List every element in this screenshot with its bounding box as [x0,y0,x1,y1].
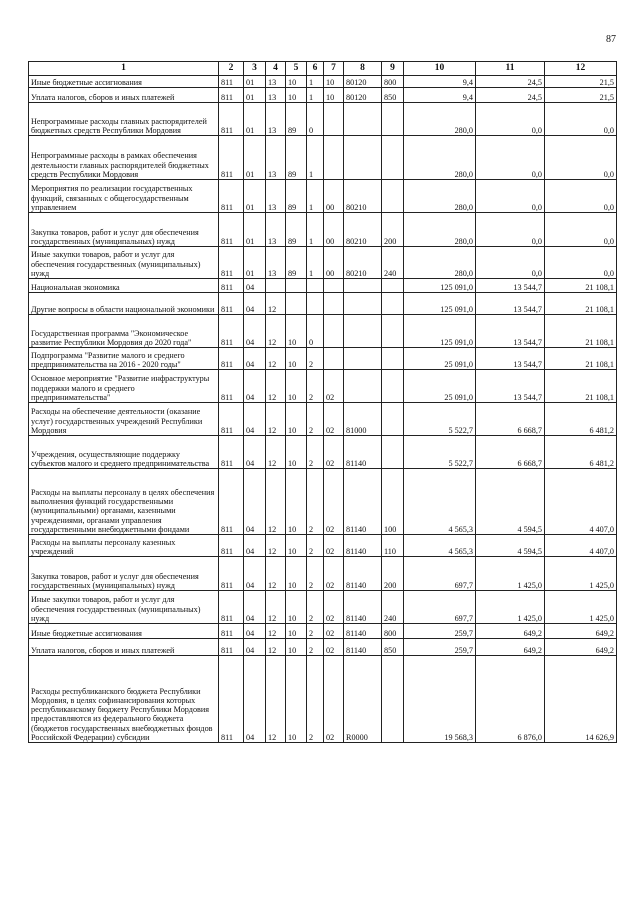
code-cell: 2 [307,436,324,469]
amount-cell: 1 425,0 [545,591,617,624]
amount-cell: 13 544,7 [476,348,545,370]
row-name: Иные бюджетные ассигнования [29,76,219,88]
code-cell: 12 [266,370,286,403]
code-cell [344,315,382,348]
code-cell: 13 [266,180,286,213]
amount-cell: 6 876,0 [476,656,545,743]
amount-cell: 649,2 [545,639,617,656]
code-cell: 80210 [344,180,382,213]
amount-cell: 125 091,0 [404,279,476,293]
code-cell: 01 [244,213,266,247]
amount-cell: 0,0 [476,213,545,247]
code-cell: 02 [324,624,344,639]
code-cell: 850 [382,639,404,656]
code-cell: 04 [244,624,266,639]
amount-cell: 0,0 [545,180,617,213]
code-cell: 811 [219,348,244,370]
amount-cell: 9,4 [404,76,476,88]
code-cell: 2 [307,370,324,403]
code-cell: 89 [286,180,307,213]
code-cell: 12 [266,293,286,315]
code-cell: 04 [244,293,266,315]
code-cell: R0000 [344,656,382,743]
row-name: Другие вопросы в области национальной экономики [29,293,219,315]
amount-cell: 21,5 [545,88,617,103]
code-cell: 811 [219,315,244,348]
code-cell: 811 [219,535,244,557]
code-cell: 81000 [344,403,382,436]
amount-cell: 4 565,3 [404,469,476,535]
code-cell: 01 [244,136,266,180]
code-cell: 01 [244,103,266,136]
code-cell: 13 [266,88,286,103]
code-cell: 02 [324,557,344,591]
code-cell: 811 [219,247,244,279]
code-cell [382,436,404,469]
code-cell: 811 [219,103,244,136]
code-cell: 1 [307,247,324,279]
code-cell: 0 [307,315,324,348]
code-cell: 04 [244,639,266,656]
code-cell: 12 [266,557,286,591]
amount-cell: 649,2 [476,624,545,639]
code-cell: 02 [324,639,344,656]
row-name: Непрограммные расходы главных распорядителей бюджетных средств Республики Мордовия [29,103,219,136]
amount-cell: 0,0 [545,213,617,247]
table-row [29,535,617,557]
table-row [29,403,617,436]
code-cell: 10 [286,315,307,348]
code-cell [324,348,344,370]
code-cell [286,279,307,293]
column-header-1: 1 [29,62,219,76]
code-cell: 2 [307,535,324,557]
code-cell: 2 [307,469,324,535]
code-cell: 200 [382,213,404,247]
table-row [29,180,617,213]
amount-cell: 280,0 [404,136,476,180]
column-header-9: 9 [382,62,404,76]
code-cell: 0 [307,103,324,136]
code-cell: 01 [244,180,266,213]
amount-cell: 649,2 [545,624,617,639]
code-cell: 811 [219,557,244,591]
code-cell: 10 [286,436,307,469]
code-cell: 811 [219,436,244,469]
code-cell: 12 [266,348,286,370]
amount-cell: 9,4 [404,88,476,103]
amount-cell: 13 544,7 [476,315,545,348]
amount-cell: 125 091,0 [404,315,476,348]
row-name: Иные бюджетные ассигнования [29,624,219,639]
code-cell: 04 [244,535,266,557]
table-row [29,315,617,348]
code-cell: 13 [266,213,286,247]
code-cell: 2 [307,656,324,743]
amount-cell: 280,0 [404,180,476,213]
code-cell [324,136,344,180]
column-header-4: 4 [266,62,286,76]
code-cell: 81140 [344,436,382,469]
amount-cell: 13 544,7 [476,370,545,403]
code-cell: 04 [244,315,266,348]
code-cell: 02 [324,370,344,403]
amount-cell: 19 568,3 [404,656,476,743]
row-name: Подпрограмма "Развитие малого и среднего предпринимательства на 2016 - 2020 годы" [29,348,219,370]
row-name: Уплата налогов, сборов и иных платежей [29,88,219,103]
code-cell: 811 [219,88,244,103]
amount-cell: 14 626,9 [545,656,617,743]
code-cell: 811 [219,76,244,88]
column-header-5: 5 [286,62,307,76]
code-cell: 2 [307,591,324,624]
amount-cell: 4 594,5 [476,469,545,535]
table-row [29,370,617,403]
code-cell: 12 [266,403,286,436]
amount-cell: 6 481,2 [545,436,617,469]
row-name: Основное мероприятие "Развитие инфраструктуры поддержки малого и среднего предпринимательства" [29,370,219,403]
code-cell: 04 [244,591,266,624]
table-row [29,557,617,591]
code-cell [324,103,344,136]
amount-cell: 4 407,0 [545,535,617,557]
code-cell: 81140 [344,591,382,624]
code-cell: 12 [266,656,286,743]
table-row [29,624,617,639]
row-name: Мероприятия по реализации государственных функций, связанных с общегосударственным управлением [29,180,219,213]
code-cell: 850 [382,88,404,103]
code-cell: 811 [219,293,244,315]
amount-cell: 25 091,0 [404,370,476,403]
code-cell [344,370,382,403]
code-cell: 10 [286,370,307,403]
amount-cell: 0,0 [476,180,545,213]
code-cell: 89 [286,103,307,136]
code-cell: 81140 [344,469,382,535]
code-cell: 02 [324,436,344,469]
table-row [29,76,617,88]
code-cell: 811 [219,279,244,293]
table-row [29,591,617,624]
code-cell: 13 [266,136,286,180]
code-cell: 80120 [344,76,382,88]
header-row [29,62,617,76]
code-cell: 811 [219,180,244,213]
code-cell: 81140 [344,535,382,557]
code-cell: 04 [244,557,266,591]
code-cell: 2 [307,624,324,639]
column-header-12: 12 [545,62,617,76]
code-cell: 89 [286,213,307,247]
amount-cell: 13 544,7 [476,279,545,293]
amount-cell: 1 425,0 [476,591,545,624]
code-cell: 10 [286,624,307,639]
amount-cell: 0,0 [476,103,545,136]
code-cell [382,403,404,436]
code-cell: 10 [286,535,307,557]
amount-cell: 25 091,0 [404,348,476,370]
column-header-11: 11 [476,62,545,76]
amount-cell: 280,0 [404,213,476,247]
code-cell: 00 [324,213,344,247]
table-body [29,76,617,743]
code-cell [382,180,404,213]
row-name: Расходы на обеспечение деятельности (оказание услуг) государственных учреждений Республики Мордовия [29,403,219,436]
amount-cell: 1 425,0 [545,557,617,591]
row-name: Национальная экономика [29,279,219,293]
code-cell [307,293,324,315]
code-cell: 00 [324,247,344,279]
amount-cell: 0,0 [476,247,545,279]
code-cell: 02 [324,403,344,436]
column-header-10: 10 [404,62,476,76]
table-row [29,656,617,743]
column-header-8: 8 [344,62,382,76]
amount-cell: 0,0 [545,136,617,180]
code-cell: 12 [266,535,286,557]
code-cell [382,136,404,180]
code-cell: 10 [286,403,307,436]
amount-cell: 4 407,0 [545,469,617,535]
amount-cell: 21 108,1 [545,348,617,370]
code-cell: 81140 [344,639,382,656]
row-name: Непрограммные расходы в рамках обеспечения деятельности главных распорядителей бюджетных средств Республики Мордовия [29,136,219,180]
code-cell: 2 [307,348,324,370]
amount-cell: 4 565,3 [404,535,476,557]
code-cell: 811 [219,403,244,436]
row-name: Учреждения, осуществляющие поддержку субъектов малого и среднего предпринимательства [29,436,219,469]
code-cell: 1 [307,88,324,103]
code-cell: 02 [324,535,344,557]
row-name: Расходы на выплаты персоналу в целях обеспечения выполнения функций государственными (муниципальными) органами, казенными учреждениями, органами управления государственными внебюджетными фондами [29,469,219,535]
row-name: Расходы республиканского бюджета Республики Мордовия, в целях софинансирования которых республиканскому бюджету Республики Мордовия предоставляются из федерального бюджета (бюджетов государственных внебюджетных фондов Российской Федерации) субсидии [29,656,219,743]
code-cell: 240 [382,247,404,279]
amount-cell: 4 594,5 [476,535,545,557]
amount-cell: 21 108,1 [545,370,617,403]
code-cell: 04 [244,403,266,436]
row-name: Закупка товаров, работ и услуг для обеспечения государственных (муниципальных) нужд [29,557,219,591]
code-cell: 800 [382,624,404,639]
code-cell: 12 [266,591,286,624]
code-cell: 2 [307,639,324,656]
table-row [29,293,617,315]
code-cell [344,103,382,136]
code-cell: 12 [266,639,286,656]
column-header-3: 3 [244,62,266,76]
table-row [29,103,617,136]
amount-cell: 1 425,0 [476,557,545,591]
amount-cell: 5 522,7 [404,436,476,469]
code-cell [382,370,404,403]
code-cell: 13 [266,103,286,136]
row-name: Уплата налогов, сборов и иных платежей [29,639,219,656]
code-cell: 10 [286,656,307,743]
table-row [29,469,617,535]
amount-cell: 0,0 [545,103,617,136]
amount-cell: 259,7 [404,624,476,639]
amount-cell: 6 481,2 [545,403,617,436]
amount-cell: 21,5 [545,76,617,88]
code-cell [344,293,382,315]
code-cell: 811 [219,591,244,624]
code-cell: 01 [244,247,266,279]
code-cell: 1 [307,76,324,88]
code-cell [266,279,286,293]
code-cell: 811 [219,136,244,180]
row-name: Государственная программа "Экономическое развитие Республики Мордовия до 2020 года" [29,315,219,348]
code-cell: 04 [244,279,266,293]
code-cell: 100 [382,469,404,535]
code-cell: 80210 [344,213,382,247]
amount-cell: 280,0 [404,247,476,279]
code-cell: 81140 [344,557,382,591]
code-cell: 240 [382,591,404,624]
code-cell [286,293,307,315]
code-cell: 811 [219,639,244,656]
code-cell [382,293,404,315]
code-cell [382,279,404,293]
table-row [29,436,617,469]
code-cell: 02 [324,469,344,535]
code-cell: 811 [219,370,244,403]
code-cell: 13 [266,76,286,88]
row-name: Закупка товаров, работ и услуг для обеспечения государственных (муниципальных) нужд [29,213,219,247]
code-cell: 1 [307,180,324,213]
amount-cell: 6 668,7 [476,403,545,436]
amount-cell: 125 091,0 [404,293,476,315]
amount-cell: 0,0 [545,247,617,279]
page-number: 87 [606,34,616,45]
code-cell: 04 [244,370,266,403]
code-cell: 10 [324,88,344,103]
amount-cell: 0,0 [476,136,545,180]
column-header-2: 2 [219,62,244,76]
amount-cell: 6 668,7 [476,436,545,469]
table-row [29,247,617,279]
code-cell: 13 [266,247,286,279]
code-cell: 12 [266,624,286,639]
code-cell: 04 [244,436,266,469]
code-cell: 04 [244,348,266,370]
code-cell: 811 [219,469,244,535]
table-row [29,348,617,370]
code-cell: 02 [324,591,344,624]
code-cell [324,315,344,348]
code-cell: 80120 [344,88,382,103]
amount-cell: 280,0 [404,103,476,136]
code-cell: 80210 [344,247,382,279]
code-cell: 12 [266,315,286,348]
code-cell: 01 [244,88,266,103]
code-cell [344,348,382,370]
code-cell: 10 [286,591,307,624]
table-row [29,213,617,247]
table-row [29,639,617,656]
amount-cell: 21 108,1 [545,293,617,315]
amount-cell: 24,5 [476,88,545,103]
code-cell [382,315,404,348]
code-cell: 10 [324,76,344,88]
code-cell [382,656,404,743]
code-cell: 10 [286,88,307,103]
code-cell: 10 [286,348,307,370]
amount-cell: 5 522,7 [404,403,476,436]
code-cell: 811 [219,213,244,247]
code-cell [382,103,404,136]
code-cell: 1 [307,213,324,247]
column-header-6: 6 [307,62,324,76]
code-cell [324,293,344,315]
code-cell [324,279,344,293]
table-row [29,88,617,103]
amount-cell: 21 108,1 [545,315,617,348]
amount-cell: 697,7 [404,591,476,624]
budget-table [28,61,617,743]
code-cell [344,279,382,293]
code-cell: 1 [307,136,324,180]
code-cell: 200 [382,557,404,591]
amount-cell: 24,5 [476,76,545,88]
amount-cell: 259,7 [404,639,476,656]
code-cell: 10 [286,639,307,656]
code-cell: 02 [324,656,344,743]
amount-cell: 21 108,1 [545,279,617,293]
code-cell: 800 [382,76,404,88]
column-header-7: 7 [324,62,344,76]
amount-cell: 13 544,7 [476,293,545,315]
code-cell: 81140 [344,624,382,639]
row-name: Иные закупки товаров, работ и услуг для обеспечения государственных (муниципальных) нужд [29,247,219,279]
code-cell: 01 [244,76,266,88]
code-cell: 10 [286,76,307,88]
code-cell: 2 [307,403,324,436]
code-cell: 2 [307,557,324,591]
code-cell [382,348,404,370]
row-name: Расходы на выплаты персоналу казенных учреждений [29,535,219,557]
amount-cell: 649,2 [476,639,545,656]
code-cell: 10 [286,557,307,591]
code-cell: 12 [266,469,286,535]
code-cell: 89 [286,247,307,279]
code-cell: 10 [286,469,307,535]
code-cell: 04 [244,469,266,535]
code-cell: 89 [286,136,307,180]
amount-cell: 697,7 [404,557,476,591]
code-cell: 811 [219,624,244,639]
code-cell: 110 [382,535,404,557]
code-cell: 00 [324,180,344,213]
code-cell: 04 [244,656,266,743]
table-row [29,136,617,180]
code-cell: 811 [219,656,244,743]
table-row [29,279,617,293]
code-cell [344,136,382,180]
code-cell [307,279,324,293]
code-cell: 12 [266,436,286,469]
row-name: Иные закупки товаров, работ и услуг для обеспечения государственных (муниципальных) нужд [29,591,219,624]
